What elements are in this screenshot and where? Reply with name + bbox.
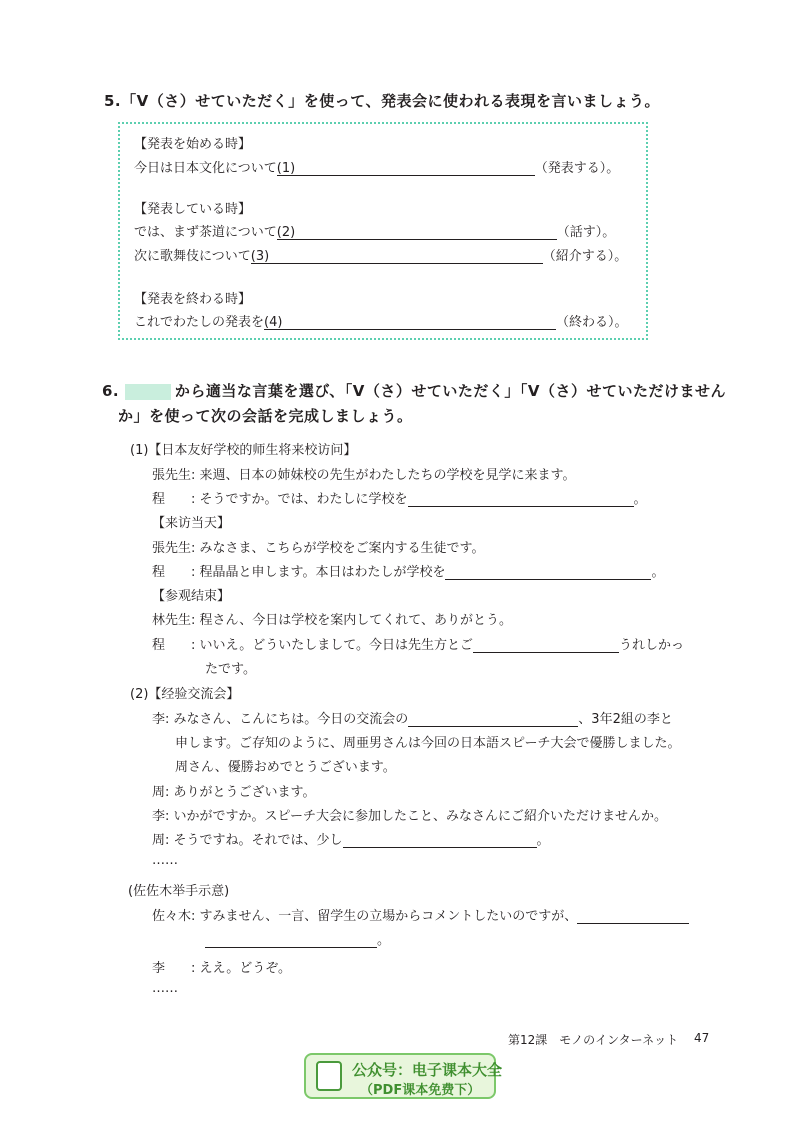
watermark-badge bbox=[304, 1053, 503, 1099]
ellipsis: …… bbox=[152, 981, 178, 996]
q6-title-line-2: か」を使って次の会話を完成しましょう。 bbox=[118, 407, 413, 425]
dialogue-line: 張先生: みなさま、こちらが学校をご案内する生徒です。 bbox=[152, 541, 485, 556]
q5-title: 5.「V（さ）せていただく」を使って、発表会に使われる表現を言いましょう。 bbox=[104, 92, 660, 110]
q5-line-1: 今日は日本文化について (1) （発表する）。 bbox=[134, 161, 620, 176]
q5-line-3: 次に歌舞伎について (3) （紹介する）。 bbox=[134, 249, 628, 264]
answer-blank[interactable] bbox=[445, 565, 651, 580]
q6-title-line-1: 6. から適当な言葉を選び、「V（さ）せていただく」「V（さ）せていただけません bbox=[102, 382, 726, 400]
lesson-footer: 第12課 モノのインターネット bbox=[508, 1033, 679, 1047]
answer-blank[interactable] bbox=[408, 712, 578, 727]
blank-4[interactable]: (4) bbox=[264, 315, 556, 330]
word-box-highlight bbox=[125, 384, 171, 400]
dialogue-line: 李: いかがですか。スピーチ大会に参加したこと、みなさんにご紹介いただけませんか。 bbox=[152, 809, 667, 824]
dialogue-continuation: 申します。ご存知のように、周亜男さんは今回の日本語スピーチ大会で優勝しました。 bbox=[175, 736, 681, 751]
answer-blank[interactable] bbox=[577, 909, 689, 924]
section-1-heading: (1)【日本友好学校的师生将来校访问】 bbox=[130, 443, 357, 458]
dialogue-line: 周: そうですね。それでは、少し 。 bbox=[152, 833, 550, 848]
section-5-heading: (佐佐木举手示意) bbox=[128, 884, 230, 899]
answer-blank[interactable] bbox=[205, 933, 377, 948]
dialogue-line: 林先生: 程さん、今日は学校を案内してくれて、ありがとう。 bbox=[152, 613, 513, 628]
dialogue-line: 張先生: 来週、日本の姉妹校の先生がわたしたちの学校を見学に来ます。 bbox=[152, 468, 576, 483]
dialogue-continuation: たです。 bbox=[205, 662, 256, 677]
dialogue-line: 周: ありがとうございます。 bbox=[152, 785, 316, 800]
answer-blank[interactable] bbox=[408, 492, 634, 507]
section-3-heading: 【参观结束】 bbox=[152, 589, 231, 604]
q5-end-heading: 【発表を終わる時】 bbox=[134, 292, 252, 307]
q5-mid-heading: 【発表している時】 bbox=[134, 202, 252, 217]
q5-start-heading: 【発表を始める時】 bbox=[134, 137, 252, 152]
blank-1[interactable]: (1) bbox=[277, 161, 535, 176]
page-number: 47 bbox=[694, 1031, 710, 1045]
book-icon bbox=[316, 1061, 342, 1091]
watermark-line-2: （PDF课本免费下） bbox=[360, 1083, 481, 1098]
dialogue-continuation: 周さん、優勝おめでとうございます。 bbox=[175, 760, 396, 775]
q5-line-4: これでわたしの発表を (4) （終わる）。 bbox=[134, 315, 628, 330]
answer-blank[interactable] bbox=[343, 833, 537, 848]
dialogue-line: 佐々木: すみません、一言、留学生の立場からコメントしたいのですが、 bbox=[152, 905, 689, 924]
dialogue-line: 程 : いいえ。どういたしまして。今日は先生方とご うれしかっ bbox=[152, 638, 685, 653]
q5-line-2: では、まず茶道について (2) （話す）。 bbox=[134, 225, 616, 240]
blank-3[interactable]: (3) bbox=[251, 249, 543, 264]
dialogue-line: 程 : そうですか。では、わたしに学校を 。 bbox=[152, 492, 647, 507]
dialogue-line: 程 : 程晶晶と申します。本日はわたしが学校を 。 bbox=[152, 565, 665, 580]
blank-2[interactable]: (2) bbox=[277, 225, 557, 240]
dialogue-line: 李 : ええ。どうぞ。 bbox=[152, 961, 292, 976]
watermark-line-1: 公众号：电子课本大全 bbox=[352, 1061, 503, 1079]
answer-blank[interactable] bbox=[473, 638, 619, 653]
section-4-heading: (2)【经验交流会】 bbox=[130, 687, 240, 702]
dialogue-line: 李: みなさん、こんにちは。今日の交流会の 、3年2組の李と bbox=[152, 712, 673, 727]
dialogue-continuation: 。 bbox=[205, 929, 390, 948]
ellipsis: …… bbox=[152, 853, 178, 868]
section-2-heading: 【来访当天】 bbox=[152, 516, 231, 531]
